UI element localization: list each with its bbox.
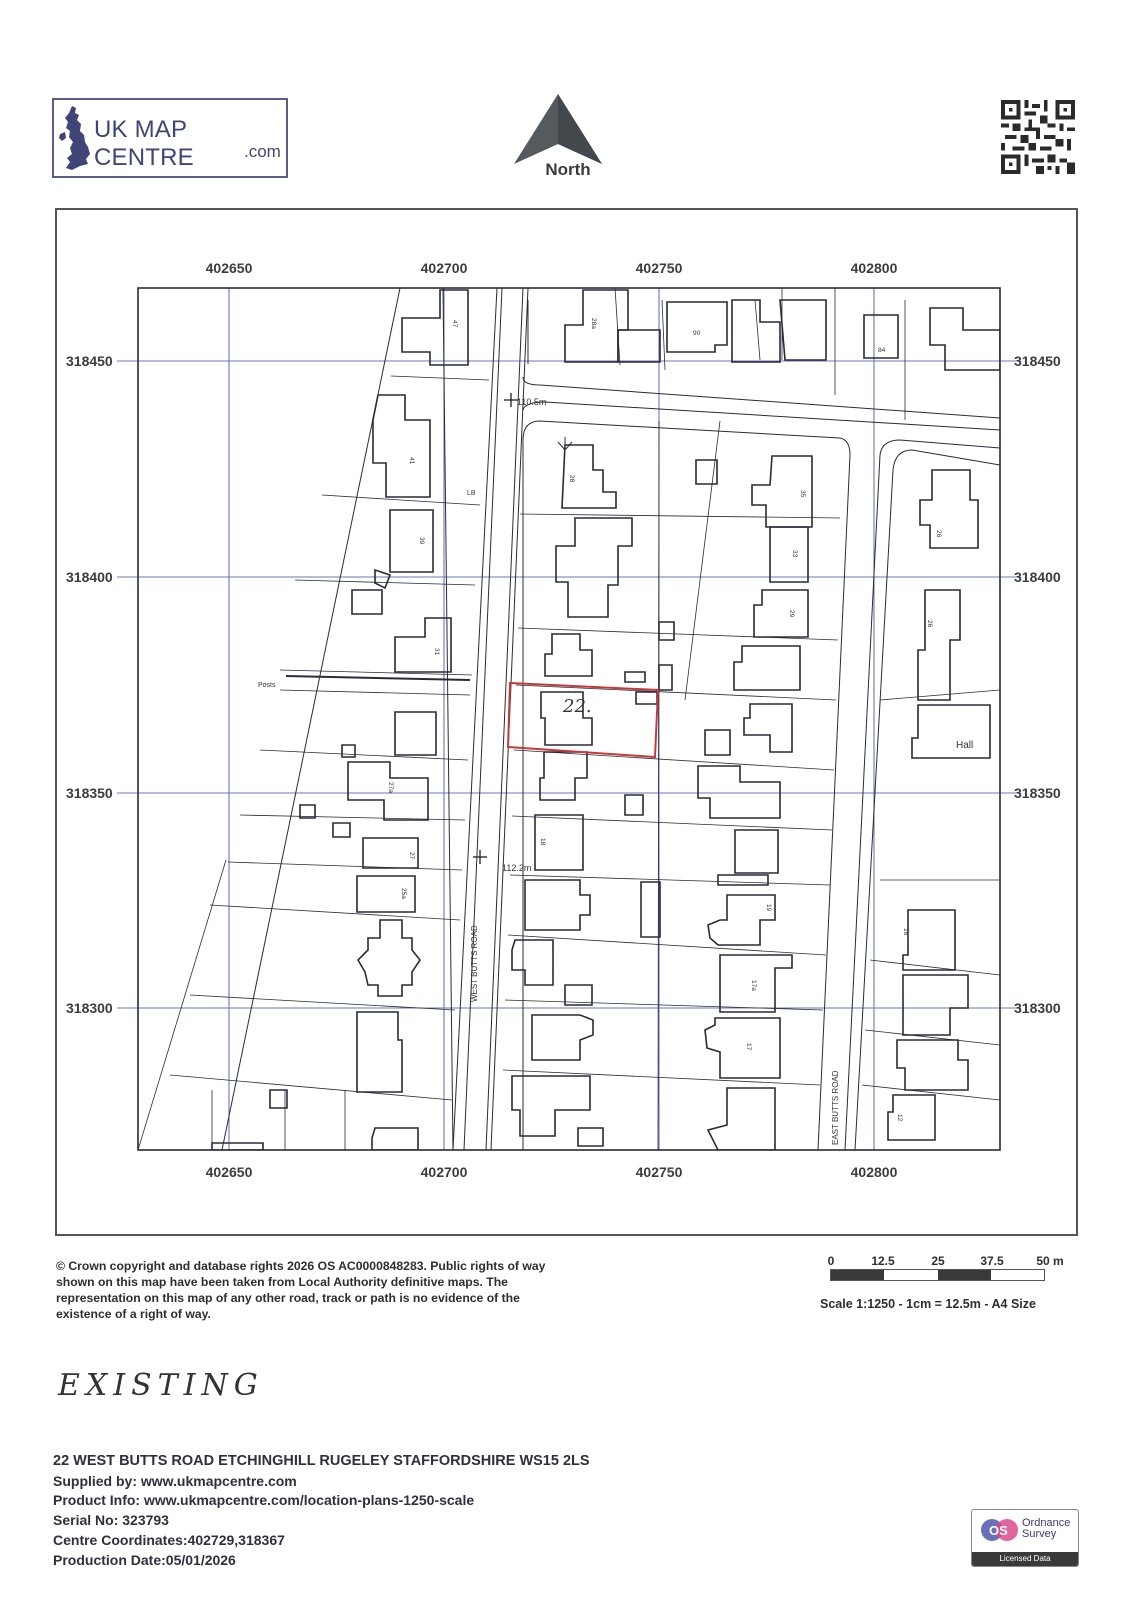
scale-label: 25 xyxy=(931,1254,945,1268)
northing-label: 318300 xyxy=(1014,1000,1061,1016)
scale-label: 37.5 xyxy=(980,1254,1004,1268)
scale-segment xyxy=(938,1270,991,1280)
serial-number: Serial No: 323793 xyxy=(53,1512,169,1529)
supplier: Supplied by: www.ukmapcentre.com xyxy=(53,1472,297,1489)
spot-height-label: 110.5m xyxy=(517,397,547,407)
svg-text:17a: 17a xyxy=(750,980,757,991)
northing-label: 318450 xyxy=(1014,353,1061,369)
easting-label: 402750 xyxy=(635,260,683,276)
svg-text:12: 12 xyxy=(896,1114,903,1122)
os-name: Ordnance Survey xyxy=(1022,1517,1071,1540)
svg-text:47: 47 xyxy=(451,320,458,328)
svg-text:27: 27 xyxy=(408,852,415,860)
svg-text:31: 31 xyxy=(433,648,440,656)
scale-label: 0 xyxy=(827,1254,835,1268)
easting-label: 402800 xyxy=(850,1164,898,1180)
scale-segment xyxy=(991,1270,1044,1280)
svg-text:35: 35 xyxy=(799,490,806,498)
svg-text:26: 26 xyxy=(935,530,942,538)
easting-label: 402750 xyxy=(635,1164,683,1180)
production-date: Production Date:05/01/2026 xyxy=(53,1551,236,1568)
lb-label: LB xyxy=(467,490,476,497)
scale-label: 50 m xyxy=(1036,1254,1064,1268)
map-border xyxy=(138,288,1000,1150)
scale-label: 12.5 xyxy=(871,1254,895,1268)
svg-text:27a: 27a xyxy=(387,782,394,793)
easting-label: 402700 xyxy=(420,260,468,276)
logo-text: UK MAP CENTRE xyxy=(94,116,194,171)
svg-text:90: 90 xyxy=(693,330,701,337)
spot-height-label: 112.2m xyxy=(502,863,532,873)
svg-text:18: 18 xyxy=(539,838,546,846)
plan-info xyxy=(53,1452,590,1570)
svg-text:29: 29 xyxy=(788,610,795,618)
road-edges xyxy=(138,288,1000,1150)
scale-segment xyxy=(884,1270,937,1280)
os-logo-icon xyxy=(980,1516,1020,1544)
northing-label: 318300 xyxy=(66,1000,113,1016)
road-label-west: WEST BUTTS ROAD xyxy=(470,925,479,1002)
posts-label: Posts xyxy=(258,682,276,689)
northing-label: 318350 xyxy=(66,785,113,801)
hall-label: Hall xyxy=(956,740,974,751)
scale-segment xyxy=(831,1270,884,1280)
northing-label: 318400 xyxy=(1014,569,1061,585)
logo-text-domain: .com xyxy=(244,142,281,161)
plot-boundaries xyxy=(170,288,1000,1150)
svg-text:33: 33 xyxy=(791,550,798,558)
product-info: Product Info: www.ukmapcentre.com/location-plans-1250-scale xyxy=(53,1492,475,1509)
property-address: 22 WEST BUTTS ROAD ETCHINGHILL RUGELEY STAFFORDSHIRE WS15 2LS xyxy=(53,1453,590,1469)
licensed-data-label: Licensed Data xyxy=(972,1552,1078,1566)
svg-text:28a: 28a xyxy=(590,318,597,329)
svg-text:26: 26 xyxy=(926,620,933,628)
svg-text:25a: 25a xyxy=(400,888,407,899)
centre-coordinates: Centre Coordinates:402729,318367 xyxy=(53,1531,285,1548)
handwritten-note: EXISTING xyxy=(58,1368,264,1403)
road-label-east: EAST BUTTS ROAD xyxy=(831,1070,840,1145)
site-number-handwritten: 22. xyxy=(563,696,592,717)
svg-text:84: 84 xyxy=(878,347,886,354)
scale-description: Scale 1:1250 - 1cm = 12.5m - A4 Size xyxy=(820,1297,1036,1311)
easting-label: 402800 xyxy=(850,260,898,276)
north-label: North xyxy=(545,160,591,179)
northing-label: 318400 xyxy=(66,569,113,585)
scale-bar xyxy=(830,1269,1045,1281)
svg-text:28: 28 xyxy=(568,475,575,483)
northing-label: 318350 xyxy=(1014,785,1061,801)
svg-text:OS: OS xyxy=(989,1523,1008,1538)
svg-text:41: 41 xyxy=(408,457,415,465)
svg-text:19: 19 xyxy=(765,904,772,912)
building-outlines xyxy=(212,290,1000,1150)
easting-label: 402650 xyxy=(205,1164,253,1180)
copyright-notice: © Crown copyright and database rights 2026 OS AC0000848283. Public rights of way shown on this map have been taken from Local Authority definitive maps. The representation on this map of any other road, track or path is no evidence of the existence of a right of way. xyxy=(56,1259,546,1321)
ordnance-survey-badge xyxy=(971,1509,1079,1567)
svg-text:17: 17 xyxy=(745,1043,752,1051)
svg-text:39: 39 xyxy=(418,537,425,545)
grid-lines xyxy=(117,288,1021,1150)
easting-label: 402700 xyxy=(420,1164,468,1180)
northing-label: 318450 xyxy=(66,353,113,369)
svg-text:16: 16 xyxy=(902,928,909,936)
easting-label: 402650 xyxy=(205,260,253,276)
